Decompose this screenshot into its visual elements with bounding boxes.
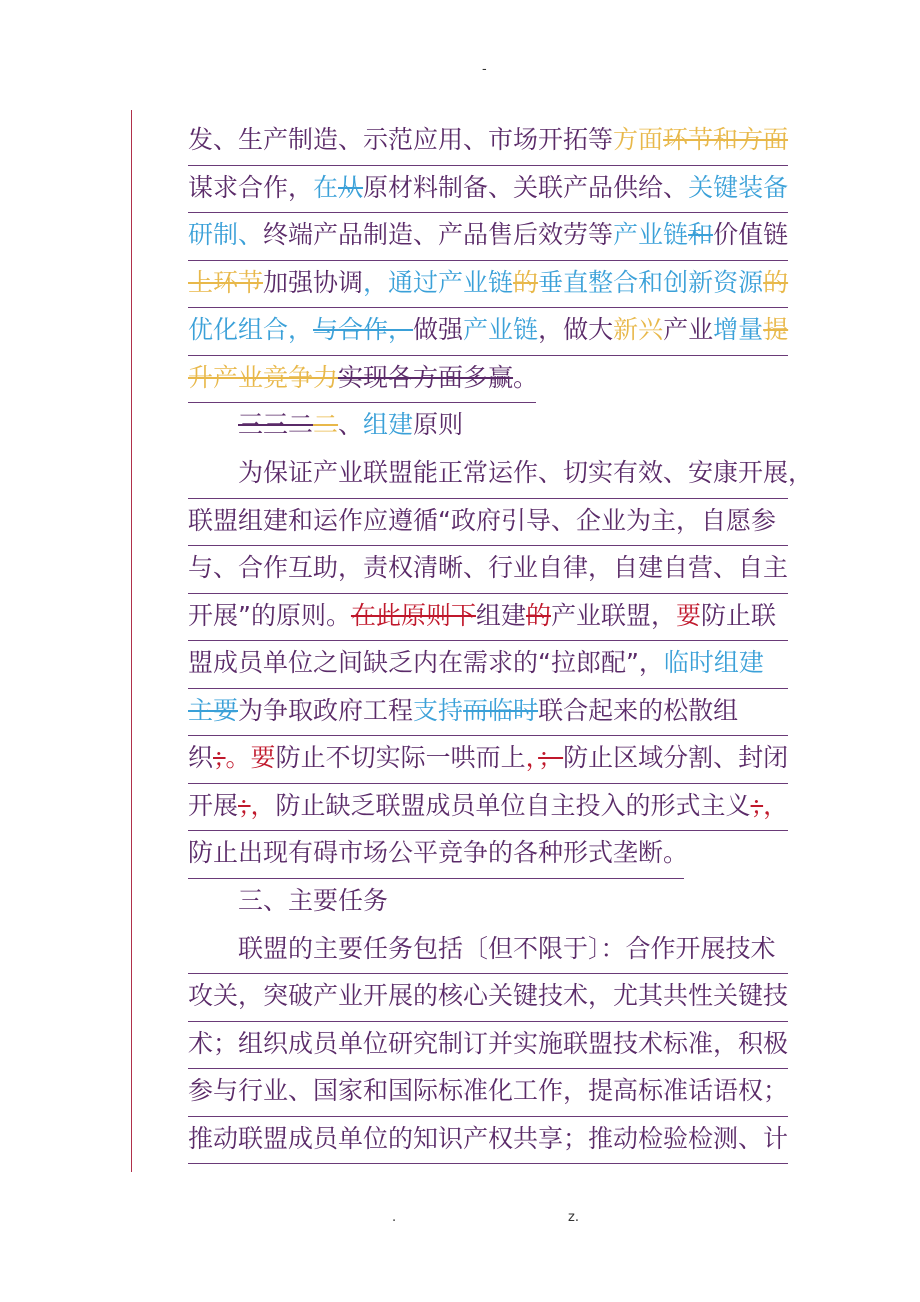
deleted-text: 和: [688, 220, 714, 249]
inserted-text: ，通过产业链: [363, 267, 514, 297]
deleted-text: 的: [525, 600, 551, 630]
text-run: 终端产品制造、产品售后效劳等: [263, 220, 614, 249]
inserted-text: 新兴: [613, 315, 664, 344]
deleted-text: 升产业竞争力: [188, 362, 339, 392]
text-run: 谋求合作，: [188, 172, 314, 202]
text-run: 联盟的主要任务包括〔但不限于〕：合作开展技术: [238, 933, 776, 963]
footer-left: .: [392, 1210, 397, 1225]
text-run: 与、合作互助，责权清晰、行业自律，自建自营、自主: [188, 553, 789, 582]
text-line: [188, 641, 788, 689]
deleted-text: 从: [338, 172, 364, 202]
text-run: 防止缺乏联盟成员单位自主投入的形式主义: [275, 790, 751, 820]
text-line: [188, 784, 788, 832]
text-line: [188, 451, 814, 499]
text-run: 防止出现有碍市场公平竞争的各种形式垄断。: [188, 838, 689, 867]
deleted-text: 而临时: [463, 695, 539, 725]
text-run: 为保证产业联盟能正常运作、切实有效、安康开展，: [238, 458, 814, 487]
deleted-text: 的: [763, 267, 789, 297]
text-run: 开展: [188, 790, 239, 820]
deleted-text: ；: [750, 790, 764, 820]
text-run: 三、主要任务: [238, 885, 389, 915]
text-line: [188, 689, 788, 737]
text-run: 推动联盟成员单位的知识产权共享；推动检验检测、计: [188, 1123, 789, 1153]
inserted-text: 增量: [713, 315, 764, 344]
text-run: 防止联: [701, 600, 777, 630]
text-line: [188, 1117, 788, 1165]
deleted-text: 主要: [188, 695, 239, 725]
text-run: ，做大: [538, 315, 614, 344]
text-line: [188, 594, 788, 642]
deleted-text: ；: [538, 743, 564, 772]
text-run: 开展”的原则。: [188, 600, 351, 630]
text-line: [188, 974, 788, 1022]
text-line: [188, 118, 788, 166]
text-line: [188, 1069, 788, 1117]
text-run: 加强协调: [263, 267, 364, 297]
text-run: 做强: [413, 315, 464, 344]
deleted-text: ；: [213, 743, 226, 772]
inserted-text: 垂直整合和创新资源: [538, 267, 764, 297]
deleted-text: 实现各方面多赢: [338, 362, 514, 392]
deleted-text: 在此原则下: [350, 600, 476, 630]
text-line: [188, 261, 788, 309]
text-run: 联合起来的松散组: [538, 695, 739, 725]
text-run: 术；组织成员单位研究制订并实施联盟技术标准，积极: [188, 1028, 789, 1058]
footer-right: z.: [568, 1210, 579, 1225]
inserted-text: 要: [676, 600, 702, 630]
document-body: [188, 118, 814, 1164]
deleted-text: 的: [513, 267, 539, 297]
text-line: [188, 213, 788, 261]
deleted-text: 三三二: [238, 410, 314, 439]
text-run: 、: [338, 410, 364, 439]
text-line: [188, 546, 788, 594]
inserted-text: 组建: [363, 410, 414, 439]
text-run: 织: [188, 743, 214, 772]
inserted-text: 研制、: [188, 220, 264, 249]
text-line: [188, 499, 788, 547]
text-run: 价值链: [713, 220, 789, 249]
inserted-text: ，: [250, 790, 276, 820]
deleted-text: 提: [763, 315, 789, 344]
text-run: 原材料制备、关联产品供给、: [363, 172, 689, 202]
inserted-text: ，: [525, 743, 539, 772]
text-run: 发、生产制造、示范应用、市场开拓等: [188, 125, 614, 154]
text-line: [188, 166, 788, 214]
header-mark: -: [482, 62, 487, 77]
text-run: 原则: [413, 410, 464, 439]
text-run: 为争取政府工程: [238, 695, 414, 725]
text-line: [188, 1022, 788, 1070]
inserted-text: 产业链: [613, 220, 689, 249]
text-run: 。: [513, 362, 539, 392]
revision-margin-bar: [131, 110, 132, 1172]
deleted-text: 上环节: [188, 267, 264, 297]
inserted-text: ，: [763, 790, 789, 820]
text-run: 参与行业、国家和国际标准化工作，提高标准话语权；: [188, 1076, 789, 1105]
section-heading: [188, 879, 788, 927]
inserted-text: 在: [313, 172, 339, 202]
text-run: 盟成员单位之间缺乏内在需求的“拉郎配”，: [188, 648, 664, 677]
section-heading: [188, 403, 788, 451]
inserted-text: 关键装备: [688, 172, 789, 202]
text-run: 产业联盟，: [551, 600, 677, 630]
inserted-text: 要: [250, 743, 276, 772]
deleted-text: 环节和方面: [663, 125, 789, 154]
inserted-text: 产业链: [463, 315, 539, 344]
deleted-text: 与合作，: [313, 315, 414, 344]
text-line: [188, 831, 689, 879]
text-run: 防止区域分割、封闭: [563, 743, 789, 772]
text-run: 防止不切实际一哄而上: [275, 743, 526, 772]
inserted-text: 临时组建: [663, 648, 764, 677]
inserted-text: 方面: [613, 125, 664, 154]
deleted-text: 二: [313, 410, 339, 439]
text-run: 组建: [475, 600, 526, 630]
deleted-text: ；: [238, 790, 251, 820]
text-run: 攻关，突破产业开展的核心关键技术，尤其共性关键技: [188, 981, 789, 1010]
text-line: [188, 736, 788, 784]
text-line: [188, 308, 788, 356]
inserted-text: 优化组合，: [188, 315, 314, 344]
text-line: [188, 356, 539, 404]
inserted-text: 。: [225, 743, 251, 772]
text-run: 产业: [663, 315, 714, 344]
text-line: [188, 927, 788, 975]
inserted-text: 支持: [413, 695, 464, 725]
text-run: 联盟组建和运作应遵循“政府引导、企业为主，自愿参: [188, 505, 776, 535]
